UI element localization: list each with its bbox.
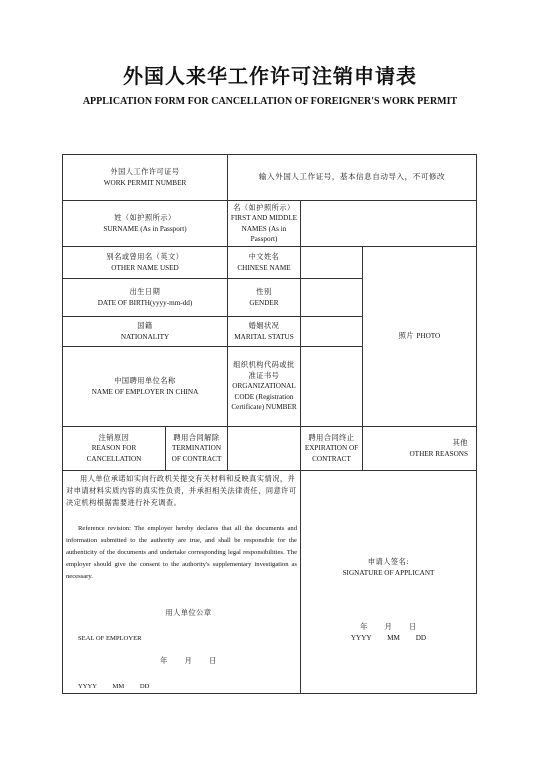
- first-name-field[interactable]: [301, 201, 477, 247]
- reason-label: 注销原因 REASON FOR CANCELLATION: [63, 427, 166, 471]
- dob-label: 出生日期 DATE OF BIRTH(yyyy-mm-dd): [63, 279, 228, 317]
- chinese-name-field[interactable]: [301, 247, 363, 279]
- form-title-en: APPLICATION FORM FOR CANCELLATION OF FOREIGNER'S WORK PERMIT: [82, 96, 458, 107]
- gender-field[interactable]: [301, 279, 363, 317]
- termination-checkbox[interactable]: [228, 427, 301, 471]
- marital-status-label: 婚姻状况 MARITAL STATUS: [228, 317, 301, 347]
- first-name-label: 名（如护照所示） FIRST AND MIDDLE NAMES (As in Passport): [228, 201, 301, 247]
- declaration-cn: 用人单位承诺如实向行政机关提交有关材料和反映真实情况，并对申请材料实质内容的真实性负责，并承担相关法律责任，同意许可决定机构根据需要进行补充调查。: [66, 474, 297, 507]
- form-title-cn: 外国人来华工作许可注销申请表: [123, 64, 417, 88]
- seal-date-cn: 年 月 日: [160, 656, 217, 665]
- marital-status-field[interactable]: [301, 317, 363, 347]
- signature-label-en: SIGNATURE OF APPLICANT: [342, 568, 435, 577]
- declaration-en: Reference revision: The employer hereby declares that all the documents and information submitted to the authority are true, and shall be responsible for the authenticity of the documents and undertake corresponding legal responsibilities. The employer should give the consent to the authority's supplementary investigation as necessary.: [66, 525, 297, 580]
- seal-block: [66, 607, 297, 693]
- org-code-field[interactable]: [301, 347, 363, 427]
- chinese-name-label: 中文姓名 CHINESE NAME: [228, 247, 301, 279]
- seal-label-cn: 用人单位公章: [165, 608, 212, 617]
- signature-date-cn: 年 月 日: [360, 622, 417, 631]
- gender-label: 性别 GENDER: [228, 279, 301, 317]
- employer-declaration-cell: [63, 471, 301, 694]
- employer-label: 中国聘用单位名称 NAME OF EMPLOYER IN CHINA: [63, 347, 228, 427]
- photo-box: 照片 PHOTO: [363, 247, 477, 427]
- expiration-option[interactable]: 聘用合同终止 EXPIRATION OF CONTRACT: [301, 427, 363, 471]
- seal-date-en[interactable]: YYYY MM DD: [78, 683, 150, 690]
- application-form-table: [62, 154, 477, 694]
- other-reasons-option[interactable]: 其他 OTHER REASONS: [363, 427, 477, 471]
- signature-label-cn: 申请人签名:: [367, 557, 410, 566]
- seal-label-en: SEAL OF EMPLOYER: [78, 635, 142, 642]
- permit-number-label: 外国人工作许可证号 WORK PERMIT NUMBER: [63, 155, 228, 201]
- termination-option[interactable]: 聘用合同解除 TERMINATION OF CONTRACT: [166, 427, 228, 471]
- surname-label: 姓（如护照所示） SURNAME (As in Passport): [63, 201, 228, 247]
- org-code-label: 组织机构代码或批准证书号 ORGANIZATIONAL CODE (Registration Certificate) NUMBER: [228, 347, 301, 427]
- permit-number-field[interactable]: 输入外国人工作证号，基本信息自动导入，不可修改: [228, 155, 477, 201]
- signature-date-en[interactable]: YYYY MM DD: [350, 633, 427, 642]
- other-name-label: 别名或曾用名（英文） OTHER NAME USED: [63, 247, 228, 279]
- nationality-label: 国籍 NATIONALITY: [63, 317, 228, 347]
- signature-cell[interactable]: [301, 471, 477, 694]
